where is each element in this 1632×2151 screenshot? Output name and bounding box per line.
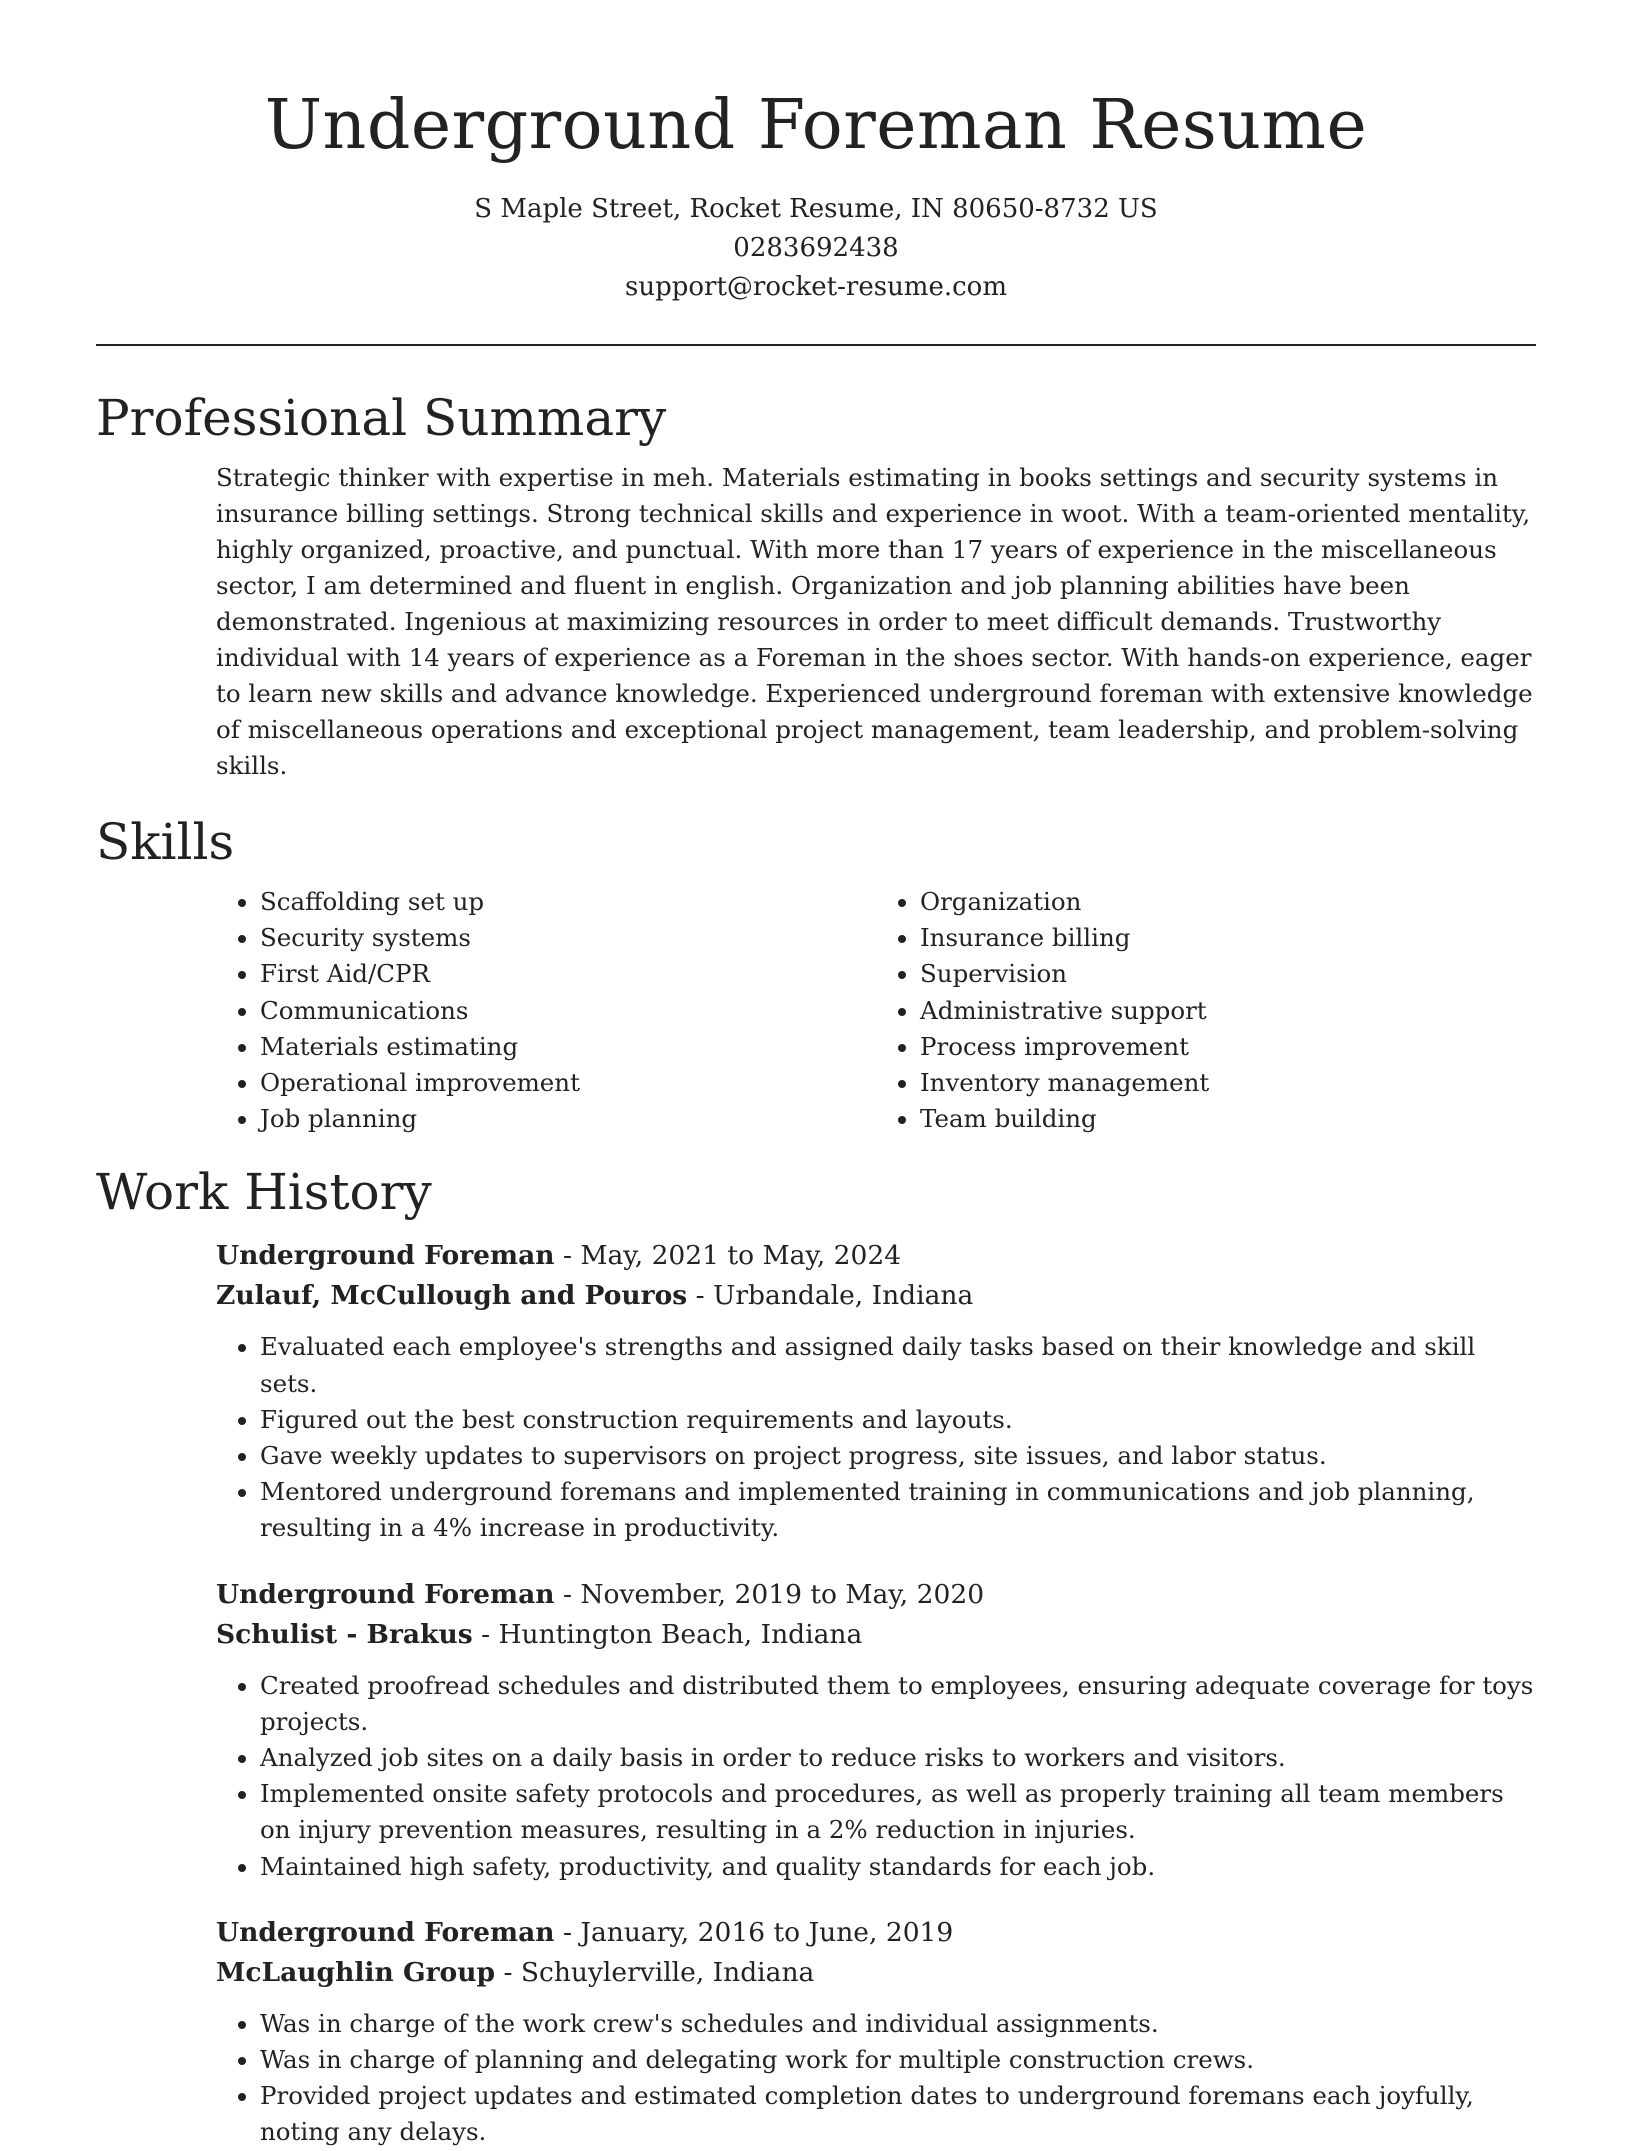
job-title: Underground Foreman	[216, 1240, 555, 1272]
skill-item: • Communications	[260, 993, 876, 1029]
job-location: - Schuylerville, Indiana	[495, 1956, 815, 1988]
skill-item: • Materials estimating	[260, 1029, 876, 1065]
job-bullet: • Analyzed job sites on a daily basis in order to reduce risks to workers and visitors.	[260, 1740, 1536, 1776]
job-dates: - May, 2021 to May, 2024	[554, 1240, 902, 1272]
job-company: McLaughlin Group	[216, 1956, 496, 1988]
work-history-heading: Work History	[96, 1163, 432, 1222]
job-bullet: • Maintained high safety, productivity, and quality standards for each job.	[260, 1849, 1536, 1885]
skill-item: • First Aid/CPR	[260, 956, 876, 992]
job-bullets	[216, 1329, 1536, 1546]
job-entry	[216, 1236, 1536, 1546]
job-header	[216, 1575, 1536, 1615]
skill-item: • Administrative support	[920, 993, 1536, 1029]
skill-item: • Security systems	[260, 920, 876, 956]
job-location: - Urbandale, Indiana	[687, 1280, 974, 1312]
job-header	[216, 1913, 1536, 1953]
job-bullet: • Provided project updates and estimated completion dates to underground foremans each joyfully, noting any delays.	[260, 2078, 1536, 2150]
job-bullet: • Figured out the best construction requirements and layouts.	[260, 1402, 1536, 1438]
resume-header	[0, 0, 1632, 307]
summary-heading: Professional Summary	[96, 389, 667, 447]
summary-text: Strategic thinker with expertise in meh. Materials estimating in books settings and security systems in insurance billing settings. Strong technical skills and experience in woot. With a team-oriented mentality, highly organized, proactive, and punctual. With more than 17 years of experience in the miscellaneous sector, I am determined and fluent in english. Organization and job planning abilities have been demonstrated. Ingenious at maximizing resources in order to meet difficult demands. Trustworthy individual with 14 years of experience as a Foreman in the shoes sector. With hands-on experience, eager to learn new skills and advance knowledge. Experienced underground foreman with extensive knowledge of miscellaneous operations and exceptional project management, team leadership, and problem-solving skills.	[216, 463, 1533, 780]
skill-item: • Supervision	[920, 956, 1536, 992]
skill-item: • Insurance billing	[920, 920, 1536, 956]
job-header	[216, 1236, 1536, 1276]
job-bullet: • Evaluated each employee's strengths and assigned daily tasks based on their knowledge and skill sets.	[260, 1329, 1536, 1401]
skills-grid	[216, 884, 1536, 1137]
job-bullet: • Was in charge of planning and delegating work for multiple construction crews.	[260, 2042, 1536, 2078]
job-location: - Huntington Beach, Indiana	[472, 1618, 863, 1650]
job-employer	[216, 1953, 1536, 1993]
skill-item: • Inventory management	[920, 1065, 1536, 1101]
job-dates: - January, 2016 to June, 2019	[554, 1916, 954, 1948]
job-employer	[216, 1276, 1536, 1316]
skills-column-right	[876, 884, 1536, 1137]
job-company: Schulist - Brakus	[216, 1618, 473, 1650]
job-bullet: • Created proofread schedules and distributed them to employees, ensuring adequate coverage for toys projects.	[260, 1668, 1536, 1740]
resume-name: Underground Foreman Resume	[264, 86, 1368, 165]
skill-item: • Job planning	[260, 1101, 876, 1137]
job-bullet: • Implemented onsite safety protocols and procedures, as well as properly training all team members on injury prevention measures, resulting in a 2% reduction in injuries.	[260, 1776, 1536, 1848]
skill-item: • Process improvement	[920, 1029, 1536, 1065]
skill-item: • Scaffolding set up	[260, 884, 876, 920]
job-bullets	[216, 1668, 1536, 1885]
job-company: Zulauf, McCullough and Pouros	[216, 1280, 688, 1312]
skill-item: • Team building	[920, 1101, 1536, 1137]
contact-email: support@rocket-resume.com	[624, 272, 1007, 302]
header-divider	[96, 344, 1536, 346]
skill-item: • Operational improvement	[260, 1065, 876, 1101]
job-entry	[216, 1913, 1536, 2151]
contact-info	[0, 190, 1632, 307]
job-bullets	[216, 2006, 1536, 2151]
job-bullet: • Gave weekly updates to supervisors on project progress, site issues, and labor status.	[260, 1438, 1536, 1474]
skill-item: • Organization	[920, 884, 1536, 920]
skills-heading: Skills	[96, 813, 235, 871]
job-bullet: • Mentored underground foremans and implemented training in communications and job planning, resulting in a 4% increase in productivity.	[260, 1474, 1536, 1546]
job-title: Underground Foreman	[216, 1916, 555, 1948]
job-bullet: • Was in charge of the work crew's schedules and individual assignments.	[260, 2006, 1536, 2042]
job-entry	[216, 1575, 1536, 1885]
contact-address: S Maple Street, Rocket Resume, IN 80650-8732 US	[474, 194, 1158, 224]
contact-phone: 0283692438	[733, 233, 899, 263]
skills-column-left	[216, 884, 876, 1137]
job-title: Underground Foreman	[216, 1578, 555, 1610]
job-employer	[216, 1615, 1536, 1655]
job-dates: - November, 2019 to May, 2020	[554, 1578, 985, 1610]
